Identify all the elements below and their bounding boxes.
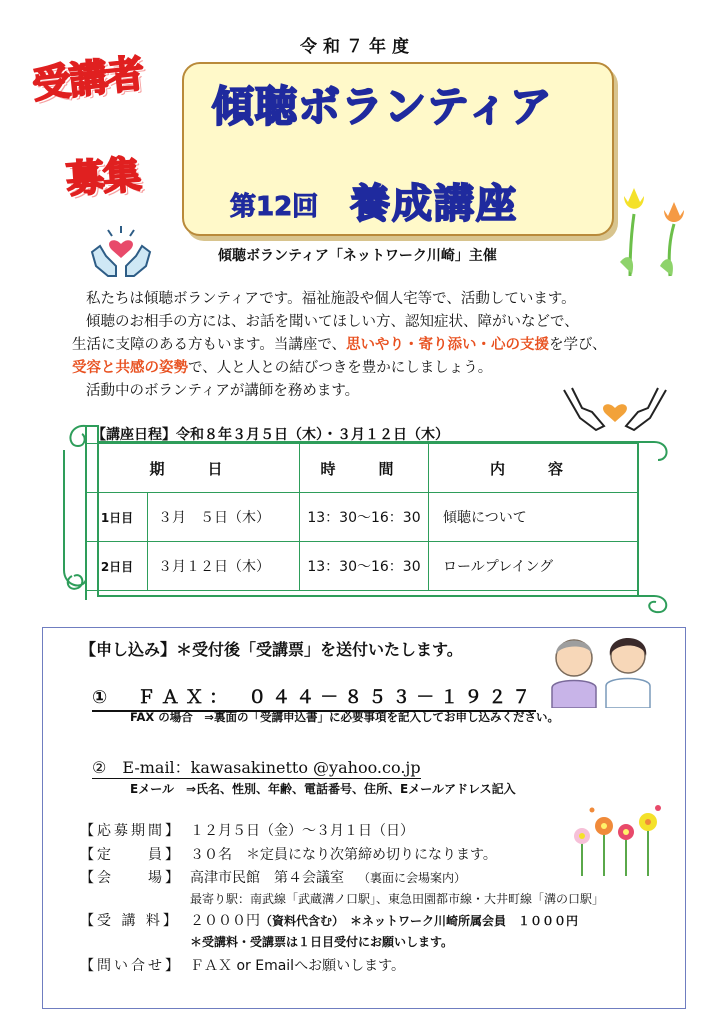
people-illustration-icon: [540, 628, 664, 708]
heart-hands-icon: [86, 222, 156, 280]
fee-note-2: ＊受講料・受講票は１日目受付にお願いします。: [190, 935, 454, 949]
info-row-contact: [80, 955, 405, 975]
time-cell: 13：30〜16：30: [300, 493, 429, 542]
intro-highlight: 思いやり・寄り添い・心の支援: [346, 337, 550, 353]
fiscal-year: 令和７年度: [300, 37, 415, 57]
access-info: 最寄り駅：南武線「武蔵溝ノ口駅」、東急田園都市線・大井町線「溝の口駅」: [190, 892, 605, 906]
info-value: ＦＡＸ or Emailへお願いします。: [190, 958, 405, 974]
tulips-icon: [612, 178, 692, 278]
table-header-row: [87, 444, 639, 493]
info-key: 【定 員】: [80, 847, 182, 863]
course-name: 養成講座: [350, 181, 518, 227]
fee-note: （資料代含む） ＊ネットワーク川崎所属会員 １０００円: [260, 914, 579, 928]
course-number: 第12回: [230, 192, 319, 222]
page-title: 傾聴ボランティア: [212, 82, 553, 131]
organizer: 傾聴ボランティア「ネットワーク川崎」主催: [218, 248, 497, 264]
date-cell: ３月１２日（木）: [148, 542, 300, 591]
application-heading: 【申し込み】＊受付後「受講票」を送付いたします。: [80, 640, 463, 659]
info-row-capacity: [80, 844, 497, 864]
info-key: 【会 場】: [80, 870, 182, 886]
intro-text-segment: 生活に支障のある方もいます。当講座で、: [72, 337, 347, 353]
intro-line: 傾聴のお相手の方には、お話を聞いてほしい方、認知症状、障がいなどで、: [86, 314, 579, 330]
intro-text-segment: を学び、: [549, 337, 607, 353]
intro-text-segment: で、人と人との結びつきを豊かにしましょう。: [188, 360, 493, 376]
intro-line: [72, 357, 686, 380]
info-row-period: [80, 820, 414, 840]
intro-line: 私たちは傾聴ボランティアです。福祉施設や個人宅等で、活動しています。: [86, 291, 576, 307]
info-key: 【問い合せ】: [80, 958, 182, 974]
info-value: 高津市民館 第４会議室: [190, 870, 344, 886]
time-cell: 13：30〜16：30: [300, 542, 429, 591]
day-cell: 2日目: [87, 542, 148, 591]
recruit-label-line1: 受講者: [30, 51, 146, 107]
schedule-table: [86, 443, 639, 591]
info-key: 【受 講 料】: [80, 913, 180, 929]
info-key: 【応募期間】: [80, 823, 182, 839]
table-row: [87, 493, 639, 542]
email-address[interactable]: ② E-mail：kawasakinetto @yahoo.co.jp: [92, 755, 421, 779]
column-header-time: 時 間: [300, 444, 429, 493]
info-value: ３０名 ＊定員になり次第締め切りになります。: [190, 847, 497, 863]
schedule-label: 【講座日程】令和８年３月５日（木）・３月１２日（木）: [92, 427, 449, 443]
table-row: [87, 542, 639, 591]
fax-number[interactable]: ① ＦＡＸ： ０４４－８５３－１９２７: [92, 683, 536, 712]
venue-note: （裏面に会場案内）: [358, 871, 467, 885]
content-cell: ロールプレイング: [429, 542, 639, 591]
column-header-date: 期 日: [87, 444, 300, 493]
column-header-content: 内 容: [429, 444, 639, 493]
intro-line: 活動中のボランティアが講師を務めます。: [86, 383, 360, 399]
content-cell: 傾聴について: [429, 493, 639, 542]
info-row-fee: [80, 910, 578, 930]
day-cell: 1日目: [87, 493, 148, 542]
recruit-label-line2: 募集: [64, 152, 142, 202]
intro-line: [72, 334, 686, 357]
info-row-venue: [80, 867, 466, 887]
date-cell: ３月 ５日（木）: [148, 493, 300, 542]
email-note: Eメール ⇒氏名、性別、年齢、電話番号、住所、Eメールアドレス記入: [130, 782, 516, 796]
intro-highlight: 受容と共感の姿勢: [72, 360, 188, 376]
info-value: ２０００円: [190, 913, 260, 929]
flowers-icon: [568, 800, 668, 880]
fax-note: FAX の場合 ⇒裏面の「受講申込書」に必要事項を記入してお申し込みください。: [130, 710, 559, 724]
info-value: １２月５日（金）～３月１日（日）: [190, 823, 414, 839]
